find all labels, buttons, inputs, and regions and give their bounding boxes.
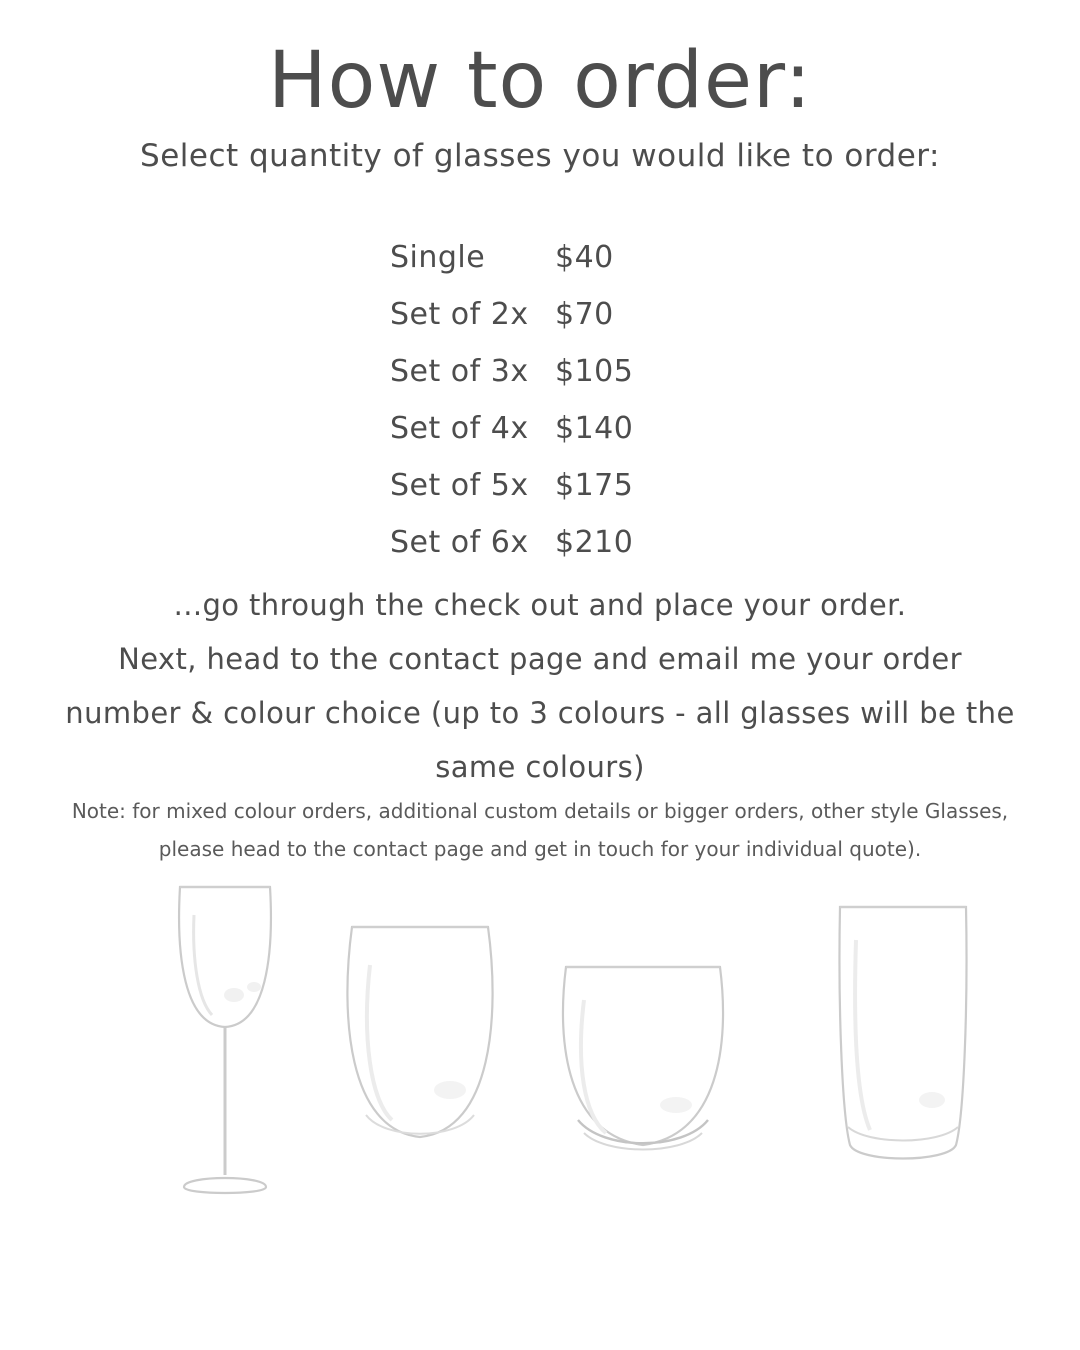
glassware-illustration [0,900,1080,1300]
price-label: Set of 2x [390,297,529,332]
price-amount: $175 [555,468,634,503]
page-subtitle: Select quantity of glasses you would like to order: [140,138,940,174]
tumbler-glass-icon [548,955,738,1205]
note-line: please head to the contact page and get in touch for your individual quote). [158,837,922,861]
note-line: Note: for mixed colour orders, additional custom details or bigger orders, other style Glasses, [71,799,1009,823]
price-amount: $40 [555,240,614,275]
price-label: Set of 4x [390,411,529,446]
wine-glass-icon [150,875,300,1205]
price-label: Set of 3x [390,354,529,389]
price-row [390,411,690,446]
instruction-line: same colours) [435,750,645,784]
highball-glass-image [828,895,978,1205]
price-amount: $140 [555,411,634,446]
price-amount: $70 [555,297,614,332]
page-title: How to order: [268,36,812,126]
price-label: Single [390,240,486,275]
price-amount: $210 [555,525,634,560]
note-block [0,792,1080,868]
price-row [390,354,690,389]
wine-glass-image [150,875,300,1205]
tumbler-glass-image [548,955,738,1205]
highball-glass-icon [828,895,978,1205]
price-amount: $105 [555,354,634,389]
instruction-line: Next, head to the contact page and email me your order [118,642,962,676]
price-row [390,297,690,332]
instruction-line: number & colour choice (up to 3 colours - all glasses will be the [65,696,1015,730]
instruction-line: ...go through the check out and place your order. [173,588,907,622]
price-label: Set of 6x [390,525,529,560]
price-label: Set of 5x [390,468,529,503]
price-row [390,525,690,560]
price-row [390,468,690,503]
price-list [0,240,1080,560]
stemless-glass-icon [330,915,510,1205]
instructions-block [0,578,1080,794]
price-row [390,240,690,275]
stemless-wine-glass-image [330,915,510,1205]
